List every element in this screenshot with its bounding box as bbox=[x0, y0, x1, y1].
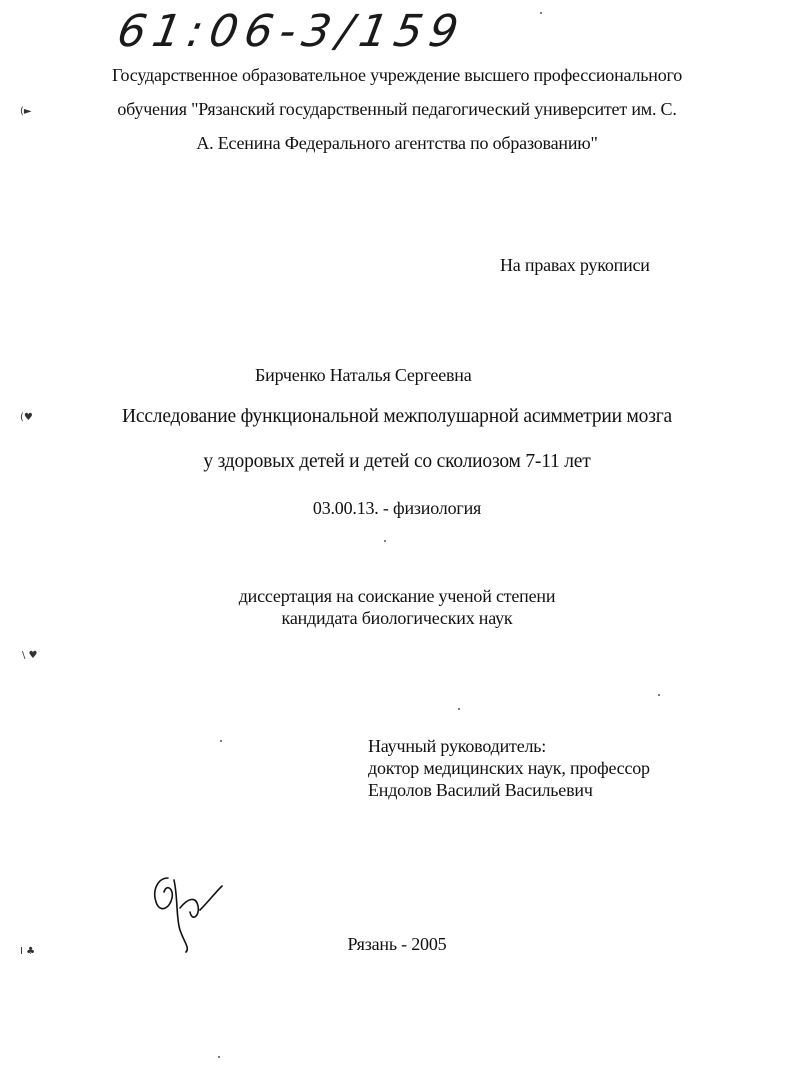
scan-speck bbox=[658, 694, 660, 696]
institution-line-3: А. Есенина Федерального агентства по образованию" bbox=[196, 133, 598, 153]
specialty-code: 03.00.13. - физиология bbox=[312, 498, 482, 518]
scan-speck bbox=[220, 740, 222, 742]
scan-speck bbox=[218, 1056, 220, 1058]
supervisor-label: Научный руководитель: bbox=[368, 736, 547, 756]
supervisor-name: Ендолов Василий Васильевич bbox=[368, 780, 593, 800]
margin-mark-4: I ♣ bbox=[20, 946, 36, 957]
degree-line-1: диссертация на соискание ученой степени bbox=[238, 586, 556, 606]
scan-speck bbox=[458, 708, 460, 710]
manuscript-rights-note: На правах рукописи bbox=[500, 255, 650, 275]
margin-mark-1: (► bbox=[20, 106, 32, 117]
supervisor-rank: доктор медицинских наук, профессор bbox=[368, 758, 650, 778]
author-name: Бирченко Наталья Сергеевна bbox=[255, 365, 472, 385]
institution-line-1: Государственное образовательное учреждение высшего профессионального bbox=[111, 65, 683, 85]
margin-mark-3: \ ♥ bbox=[22, 650, 38, 661]
dissertation-title-line-1: Исследование функциональной межполушарной асимметрии мозга bbox=[122, 406, 672, 427]
scan-speck bbox=[540, 12, 542, 14]
degree-line-2: кандидата биологических наук bbox=[281, 608, 513, 628]
margin-mark-2: (♥ bbox=[20, 412, 33, 423]
institution-line-2: обучения "Рязанский государственный педагогический университет им. С. bbox=[117, 99, 677, 119]
archive-code-handwritten: 61:06-3/159 bbox=[113, 6, 469, 57]
place-and-year: Рязань - 2005 bbox=[347, 934, 447, 954]
dissertation-title-line-2: у здоровых детей и детей со сколиозом 7-11 лет bbox=[203, 451, 591, 472]
scan-speck bbox=[384, 540, 386, 542]
